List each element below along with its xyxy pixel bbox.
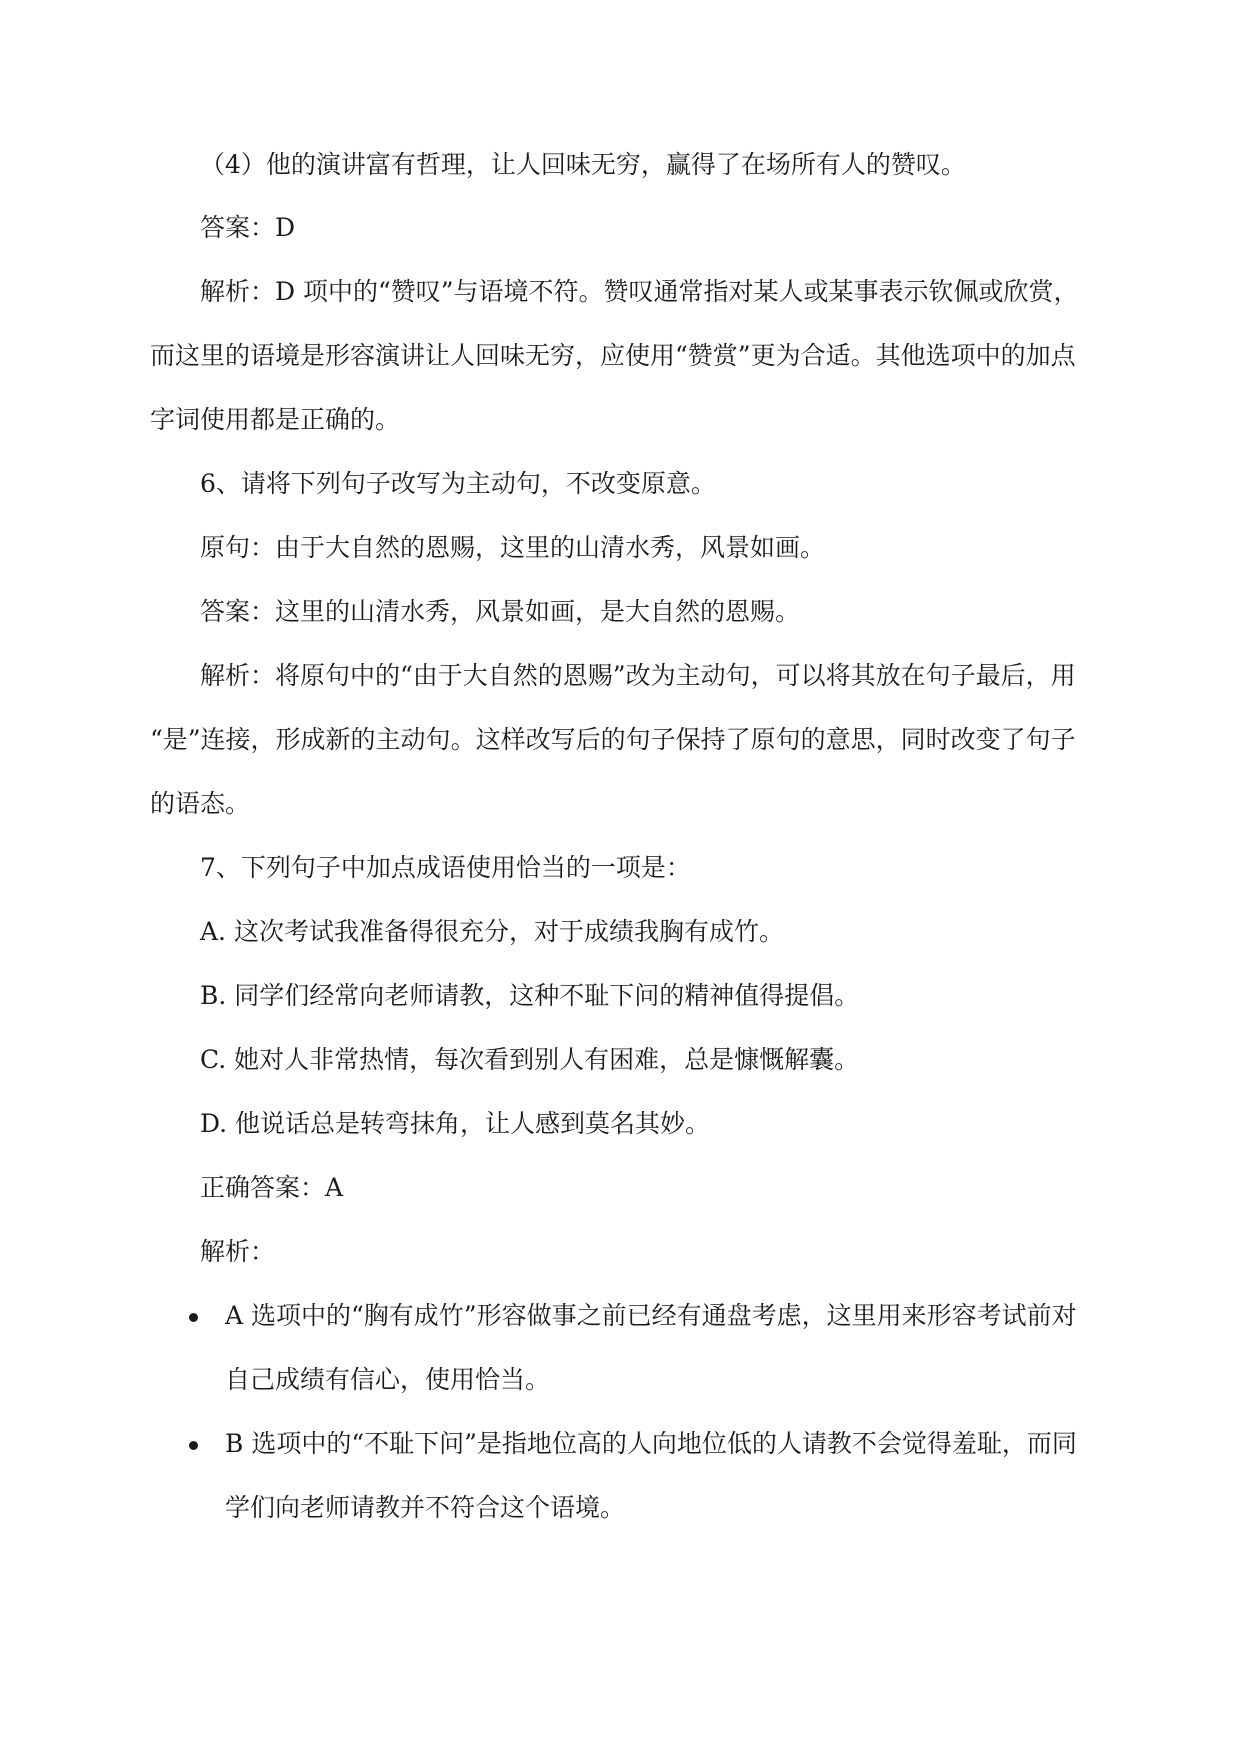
question-5-analysis-line-3: 字词使用都是正确的。 — [150, 405, 401, 434]
bullet-a-line-2: 自己成绩有信心，使用恰当。 — [225, 1365, 551, 1394]
question-5-analysis-line-2: 而这里的语境是形容演讲让人回味无穷，应使用“赞赏”更为合适。其他选项中的加点 — [150, 341, 1076, 370]
question-7-option-a: A. 这次考试我准备得很充分，对于成绩我胸有成竹。 — [200, 917, 784, 946]
question-7-analysis-label: 解析： — [200, 1237, 276, 1266]
bullet-b-line-2: 学们向老师请教并不符合这个语境。 — [225, 1493, 626, 1522]
question-7-answer: 正确答案：A — [200, 1173, 344, 1202]
question-6-analysis-line-2: “是”连接，形成新的主动句。这样改写后的句子保持了原句的意思，同时改变了句子 — [150, 725, 1076, 754]
question-6-analysis-line-3: 的语态。 — [150, 789, 251, 818]
question-7-option-d: D. 他说话总是转弯抹角，让人感到莫名其妙。 — [200, 1109, 711, 1138]
question-5-answer: 答案：D — [200, 213, 296, 242]
question-6-analysis-line-1: 解析：将原句中的“由于大自然的恩赐”改为主动句，可以将其放在句子最后，用 — [200, 661, 1076, 690]
question-6-answer: 答案：这里的山清水秀，风景如画，是大自然的恩赐。 — [200, 597, 801, 626]
question-5-item-4: （4）他的演讲富有哲理，让人回味无穷，赢得了在场所有人的赞叹。 — [200, 150, 966, 179]
question-7-option-b: B. 同学们经常向老师请教，这种不耻下问的精神值得提倡。 — [200, 981, 860, 1010]
bullet-icon — [189, 1441, 198, 1450]
question-5-analysis-line-1: 解析：D 项中的“赞叹”与语境不符。赞叹通常指对某人或某事表示钦佩或欣赏， — [200, 277, 1079, 306]
bullet-b-line-1: B 选项中的“不耻下问”是指地位高的人向地位低的人请教不会觉得羞耻，而同 — [225, 1429, 1077, 1458]
question-7-option-c: C. 她对人非常热情，每次看到别人有困难，总是慷慨解囊。 — [200, 1045, 860, 1074]
question-6-original: 原句：由于大自然的恩赐，这里的山清水秀，风景如画。 — [200, 533, 826, 562]
bullet-a-line-1: A 选项中的“胸有成竹”形容做事之前已经有通盘考虑，这里用来形容考试前对 — [225, 1301, 1077, 1330]
question-7-title: 7、下列句子中加点成语使用恰当的一项是： — [200, 853, 691, 882]
question-6-title: 6、请将下列句子改写为主动句，不改变原意。 — [200, 469, 716, 498]
bullet-icon — [189, 1313, 198, 1322]
